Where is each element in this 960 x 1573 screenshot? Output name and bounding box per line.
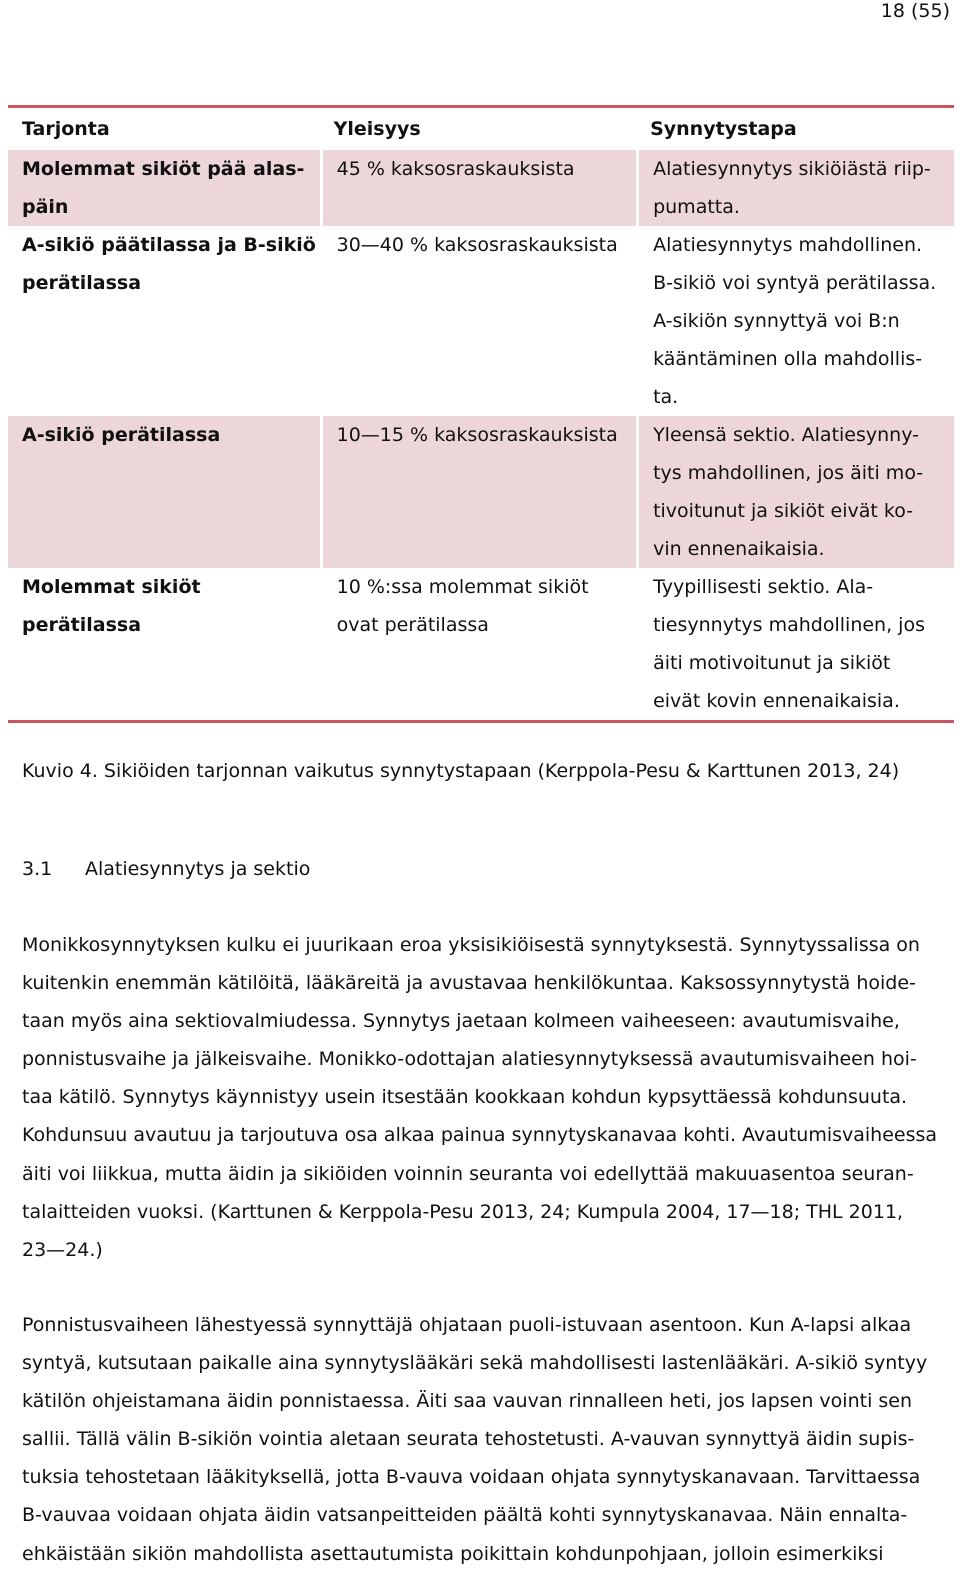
cell-line: Tyypillisesti sektio. Ala-: [653, 576, 874, 598]
cell-line: äiti motivoitunut ja sikiöt: [653, 652, 891, 674]
paragraph-line: sallii. Tällä välin B-sikiön vointia aletaan seurata tehostetusti. A-vauvan synnyttyä äidin supis-: [22, 1428, 915, 1451]
table-row: [8, 226, 954, 416]
paragraph-1: [22, 926, 952, 1269]
cell-line: kääntäminen olla mahdollis-: [653, 348, 923, 370]
cell-line: tys mahdollinen, jos äiti mo-: [653, 462, 924, 484]
table-bottom-rule: [8, 720, 954, 723]
cell-line: vin ennenaikaisia.: [653, 538, 825, 560]
cell-line: tivoitunut ja sikiöt eivät ko-: [653, 500, 914, 522]
cell-line: pumatta.: [653, 196, 740, 218]
cell-delivery: [636, 150, 954, 226]
presentation-table: [8, 105, 954, 723]
paragraph-line: taa kätilö. Synnytys käynnistyy usein itsestään kookkaan kohdun kypsyttäessä kohdunsuuta.: [22, 1086, 908, 1109]
section-heading: [22, 850, 310, 888]
cell-delivery: [636, 568, 954, 720]
cell-line: 10—15 % kaksosraskauksista: [336, 424, 618, 446]
cell-frequency: [320, 226, 636, 416]
cell-line: tiesynnytys mahdollinen, jos: [653, 614, 925, 636]
header-delivery: Synnytystapa: [650, 118, 797, 140]
paragraph-line: B-vauvaa voidaan ohjata äidin vatsanpeitteiden päältä kohti synnytyskanavaa. Näin ennalta-: [22, 1504, 908, 1527]
paragraph-line: kuitenkin enemmän kätilöitä, lääkäreitä ja avustavaa henkilökuntaa. Kaksossynnytystä hoide-: [22, 972, 916, 995]
paragraph-line: talaitteiden vuoksi. (Karttunen & Kerppola-Pesu 2013, 24; Kumpula 2004, 17—18; THL 2011,: [22, 1200, 904, 1223]
cell-presentation: [8, 568, 320, 720]
header-frequency: Yleisyys: [333, 118, 421, 140]
paragraph-line: syntyä, kutsutaan paikalle aina synnytyslääkäri sekä mahdollisesti lastenlääkäri. A-sikiö syntyy: [22, 1352, 928, 1375]
cell-line: perätilassa: [22, 272, 142, 294]
cell-delivery: [636, 416, 954, 568]
cell-frequency: [320, 150, 636, 226]
paragraph-line: ehkäistään sikiön mahdollista asettautumista poikittain kohdunpohjaan, jolloin esimerkiksi: [22, 1542, 884, 1565]
paragraph-2: [22, 1306, 952, 1573]
cell-line: ta.: [653, 386, 679, 408]
cell-line: 45 % kaksosraskauksista: [336, 158, 575, 180]
cell-line: 30—40 % kaksosraskauksista: [336, 234, 618, 256]
cell-line: ovat perätilassa: [336, 614, 489, 636]
cell-line: päin: [22, 196, 69, 218]
paragraph-line: Monikkosynnytyksen kulku ei juurikaan eroa yksisikiöisestä synnytyksestä. Synnytyssalissa on: [22, 934, 920, 956]
section-title: Alatiesynnytys ja sektio: [85, 858, 311, 880]
cell-presentation: [8, 226, 320, 416]
section-number: 3.1: [22, 858, 53, 880]
cell-line: Alatiesynnytys sikiöiästä riip-: [653, 158, 931, 180]
cell-frequency: [320, 568, 636, 720]
cell-presentation: [8, 150, 320, 226]
paragraph-line: 23—24.): [22, 1238, 103, 1261]
table-header-row: [8, 108, 954, 150]
cell-line: A-sikiö perätilassa: [22, 424, 221, 446]
header-presentation: Tarjonta: [22, 118, 110, 140]
cell-presentation: [8, 416, 320, 568]
cell-line: Alatiesynnytys mahdollinen.: [653, 234, 923, 256]
page-number: 18 (55): [880, 0, 950, 22]
cell-line: eivät kovin ennenaikaisia.: [653, 690, 900, 712]
cell-line: 10 %:ssa molemmat sikiöt: [336, 576, 589, 598]
figure-caption: Kuvio 4. Sikiöiden tarjonnan vaikutus synnytystapaan (Kerppola-Pesu & Karttunen 2013, 24): [22, 760, 900, 782]
paragraph-line: Kohdunsuu avautuu ja tarjoutuva osa alkaa painua synnytyskanavaa kohti. Avautumisvaiheessa: [22, 1124, 938, 1147]
cell-line: A-sikiön synnyttyä voi B:n: [653, 310, 900, 332]
cell-line: A-sikiö päätilassa ja B-sikiö: [22, 234, 316, 256]
cell-line: Molemmat sikiöt perätilassa: [22, 576, 201, 636]
paragraph-line: Ponnistusvaiheen lähestyessä synnyttäjä ohjataan puoli-istuvaan asentoon. Kun A-lapsi alkaa: [22, 1314, 912, 1336]
cell-frequency: [320, 416, 636, 568]
table-row: [8, 150, 954, 226]
cell-line: Yleensä sektio. Alatiesynny-: [653, 424, 919, 446]
paragraph-line: kätilön ohjeistamana äidin ponnistaessa. Äiti saa vauvan rinnalleen heti, jos lapsen vointi sen: [22, 1390, 913, 1413]
paragraph-line: tuksia tehostetaan lääkityksellä, jotta B-vauva voidaan ohjata synnytyskanavaan. Tarvittaessa: [22, 1466, 921, 1489]
table-row: [8, 568, 954, 720]
cell-line: B-sikiö voi syntyä perätilassa.: [653, 272, 937, 294]
cell-delivery: [636, 226, 954, 416]
paragraph-line: äiti voi liikkua, mutta äidin ja sikiöiden voinnin seuranta voi edellyttää makuuasentoa seuran-: [22, 1162, 914, 1185]
paragraph-line: taan myös aina sektiovalmiudessa. Synnytys jaetaan kolmeen vaiheeseen: avautumisvaihe,: [22, 1010, 900, 1033]
cell-line: Molemmat sikiöt pää alas-: [22, 158, 305, 180]
paragraph-line: ponnistusvaihe ja jälkeisvaihe. Monikko-odottajan alatiesynnytyksessä avautumisvaiheen hoi-: [22, 1048, 917, 1071]
table-row: [8, 416, 954, 568]
